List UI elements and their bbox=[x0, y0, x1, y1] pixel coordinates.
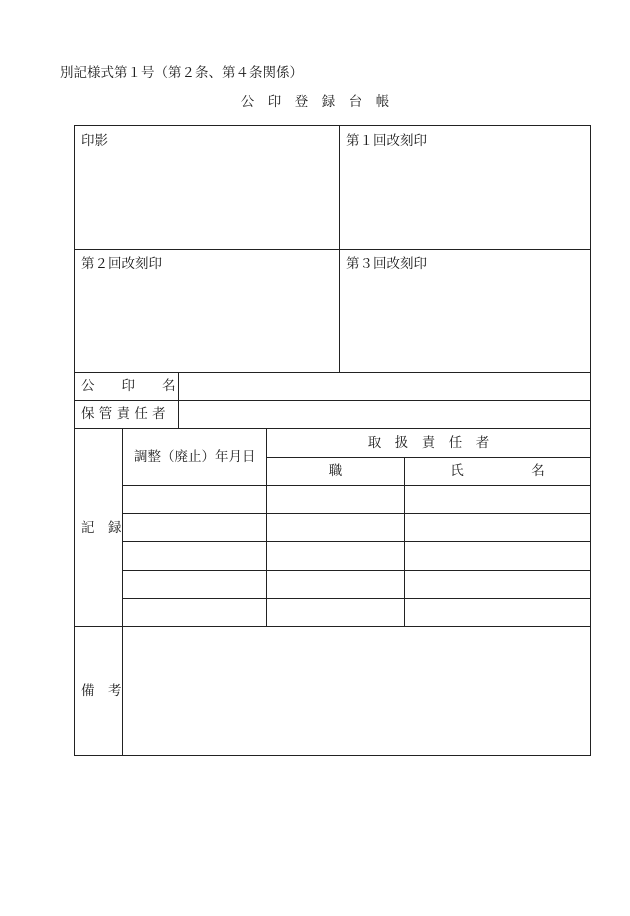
change2-box bbox=[75, 250, 339, 372]
date-column-divider bbox=[266, 428, 267, 627]
record-row-line bbox=[122, 570, 591, 571]
remarks-label: 備 考 bbox=[81, 683, 122, 699]
imprint-label: 印影 bbox=[81, 133, 108, 149]
change1-label: 第１回改刻印 bbox=[346, 133, 427, 149]
position-column-divider bbox=[404, 457, 405, 627]
position-header: 職 bbox=[328, 463, 343, 479]
responsible-header-divider bbox=[266, 457, 591, 458]
seal-name-field[interactable] bbox=[179, 373, 590, 400]
record-row-line bbox=[122, 541, 591, 542]
change3-label: 第３回改刻印 bbox=[346, 256, 427, 272]
table-bottom-border bbox=[74, 755, 591, 756]
seal-name-label: 公 印 名 bbox=[81, 378, 176, 394]
form-number-header: 別記様式第１号（第２条、第４条関係） bbox=[60, 65, 303, 81]
imprint-box bbox=[75, 126, 339, 249]
responsible-header: 取 扱 責 任 者 bbox=[367, 435, 490, 451]
record-header-bottom bbox=[122, 485, 591, 486]
record-row-line bbox=[122, 513, 591, 514]
name-header: 氏 名 bbox=[450, 463, 545, 479]
custodian-field[interactable] bbox=[179, 401, 590, 428]
record-row-line bbox=[122, 598, 591, 599]
record-label: 記 録 bbox=[81, 520, 122, 536]
change3-box bbox=[340, 250, 590, 372]
section-label-divider bbox=[122, 428, 123, 756]
change2-label: 第２回改刻印 bbox=[81, 256, 162, 272]
custodian-label: 保 管 責 任 者 bbox=[81, 406, 166, 422]
record-section-bottom bbox=[74, 626, 591, 627]
date-column-header: 調整（廃止）年月日 bbox=[134, 449, 256, 465]
document-title: 公 印 登 録 台 帳 bbox=[240, 94, 390, 110]
change1-box bbox=[340, 126, 590, 249]
custodian-bottom bbox=[74, 428, 591, 429]
table-right-border bbox=[590, 125, 591, 756]
